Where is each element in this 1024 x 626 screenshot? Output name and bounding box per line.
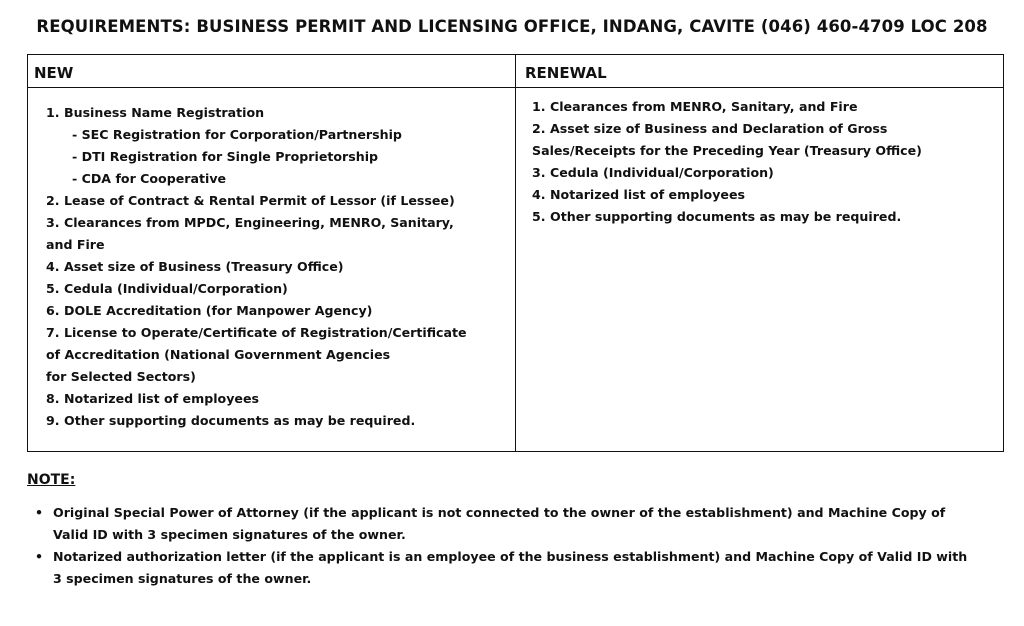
column-divider: [515, 55, 516, 451]
item-text: Notarized list of employees: [550, 187, 745, 202]
item-text: Cedula (Individual/Corporation): [550, 165, 774, 180]
item-continuation: Sales/Receipts for the Preceding Year (Treasury Office): [532, 143, 922, 158]
list-item: [532, 118, 922, 140]
list-item: [46, 278, 467, 300]
list-item: [46, 102, 467, 124]
item-number: 2.: [46, 193, 60, 208]
item-text: Cedula (Individual/Corporation): [64, 281, 288, 296]
item-number: 3.: [532, 165, 546, 180]
header-divider: [28, 87, 1003, 88]
item-number: 4.: [532, 187, 546, 202]
renewal-column-header: RENEWAL: [525, 64, 607, 82]
item-number: 1.: [532, 99, 546, 114]
list-item: [532, 206, 922, 228]
renewal-requirements-list: [532, 96, 922, 228]
item-text: Asset size of Business (Treasury Office): [64, 259, 344, 274]
item-text: Clearances from MPDC, Engineering, MENRO, Sanitary,: [64, 215, 454, 230]
notes-list: [35, 502, 975, 590]
item-continuation: and Fire: [46, 237, 105, 252]
item-number: 6.: [46, 303, 60, 318]
item-number: 4.: [46, 259, 60, 274]
note-text: Original Special Power of Attorney (if the applicant is not connected to the owner of the establishment) and Machine Copy of Valid ID with 3 specimen signatures of the owner.: [53, 505, 946, 542]
item-number: 3.: [46, 215, 60, 230]
list-item: [46, 388, 467, 410]
new-column-header: NEW: [34, 64, 74, 82]
note-item: [35, 502, 975, 546]
item-number: 1.: [46, 105, 60, 120]
note-text: Notarized authorization letter (if the applicant is an employee of the business establishment) and Machine Copy of Valid ID with 3 specimen signatures of the owner.: [53, 549, 968, 586]
item-number: 7.: [46, 325, 60, 340]
sub-item: - SEC Registration for Corporation/Partnership: [72, 127, 402, 142]
item-text: Asset size of Business and Declaration of Gross: [550, 121, 888, 136]
item-number: 2.: [532, 121, 546, 136]
item-text: Other supporting documents as may be required.: [550, 209, 902, 224]
item-text: Notarized list of employees: [64, 391, 259, 406]
bullet-icon: •: [35, 505, 44, 520]
sub-item: - CDA for Cooperative: [72, 171, 227, 186]
item-text: Clearances from MENRO, Sanitary, and Fire: [550, 99, 858, 114]
list-item: [532, 184, 922, 206]
item-text: Other supporting documents as may be required.: [64, 413, 416, 428]
list-item: [46, 256, 467, 278]
item-continuation: of Accreditation (National Government Agencies: [46, 347, 391, 362]
list-item: [46, 190, 467, 212]
list-item: [532, 162, 922, 184]
item-text: Lease of Contract & Rental Permit of Lessor (if Lessee): [64, 193, 455, 208]
item-number: 8.: [46, 391, 60, 406]
item-text: DOLE Accreditation (for Manpower Agency): [64, 303, 373, 318]
list-item: [46, 410, 467, 432]
requirements-table: [27, 54, 1004, 452]
bullet-icon: •: [35, 549, 44, 564]
item-text: License to Operate/Certificate of Registration/Certificate: [64, 325, 467, 340]
item-number: 5.: [532, 209, 546, 224]
note-label: NOTE:: [27, 472, 76, 488]
list-item: [532, 96, 922, 118]
item-continuation: for Selected Sectors): [46, 369, 196, 384]
item-text: Business Name Registration: [64, 105, 265, 120]
note-item: [35, 546, 975, 590]
list-item: [46, 322, 467, 344]
new-requirements-list: [46, 102, 467, 432]
item-number: 9.: [46, 413, 60, 428]
sub-item: - DTI Registration for Single Proprietorship: [72, 149, 379, 164]
list-item: [46, 212, 467, 234]
item-number: 5.: [46, 281, 60, 296]
list-item: [46, 300, 467, 322]
page-title: REQUIREMENTS: BUSINESS PERMIT AND LICENSING OFFICE, INDANG, CAVITE (046) 460-4709 LOC 208: [36, 17, 988, 36]
